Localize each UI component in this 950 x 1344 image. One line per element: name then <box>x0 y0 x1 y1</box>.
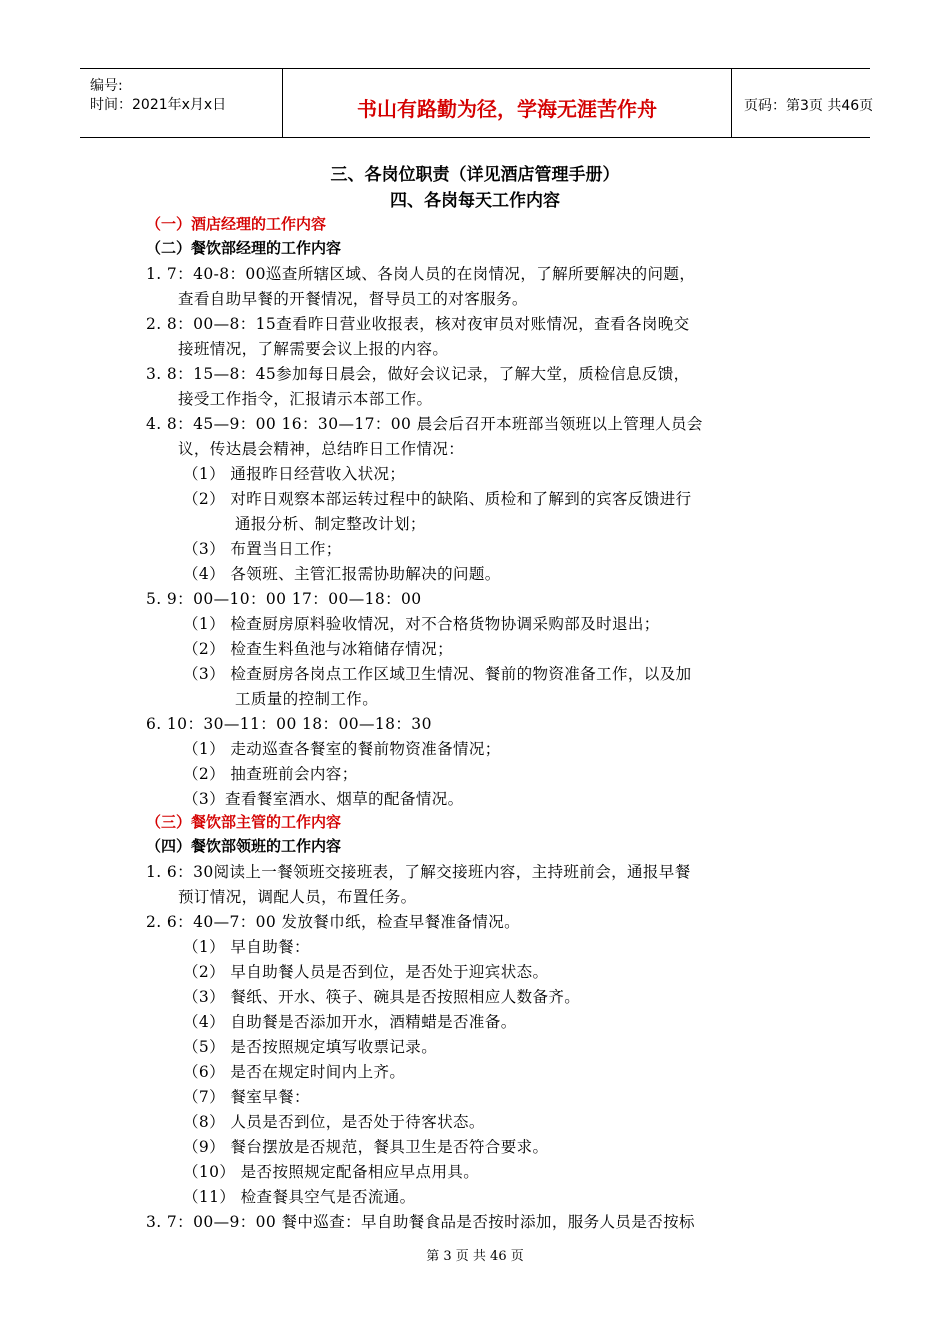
text-line: 接受工作指令，汇报请示本部工作。 <box>178 390 433 408</box>
text-line: 议，传达晨会精神，总结昨日工作情况： <box>178 440 465 458</box>
text-line: （11） 检查餐具空气是否流通。 <box>183 1188 416 1206</box>
header-motto-cell <box>282 69 732 137</box>
text-line: （1） 走动巡查各餐室的餐前物资准备情况； <box>183 740 501 758</box>
text-line: （7） 餐室早餐： <box>183 1088 310 1106</box>
text-line: （5） 是否按照规定填写收票记录。 <box>183 1038 438 1056</box>
subsection-fb-manager: （二）餐饮部经理的工作内容 <box>146 239 342 257</box>
text-line: 5. 9：00—10：00 17：00—18：00 <box>146 590 422 608</box>
section-title-4: 四、各岗每天工作内容 <box>390 191 560 211</box>
subsection-fb-supervisor: （三）餐饮部主管的工作内容 <box>146 813 342 831</box>
text-line: （1） 通报昨日经营收入状况； <box>183 465 406 483</box>
text-line: 工质量的控制工作。 <box>235 690 379 708</box>
text-line: （10） 是否按照规定配备相应早点用具。 <box>183 1163 480 1181</box>
text-line: 3. 8：15—8：45参加每日晨会，做好会议记录，了解大堂，质检信息反馈， <box>146 365 690 383</box>
text-line: 通报分析、制定整改计划； <box>235 515 426 533</box>
document-date: 时间：2021年x月x日 <box>90 97 227 113</box>
header-left-cell <box>80 69 282 137</box>
text-line: （3） 检查厨房各岗点工作区域卫生情况、餐前的物资准备工作，以及加 <box>183 665 692 683</box>
text-line: （1） 检查厨房原料验收情况，对不合格货物协调采购部及时退出； <box>183 615 660 633</box>
text-line: 1. 6：30阅读上一餐领班交接班表，了解交接班内容，主持班前会，通报早餐 <box>146 863 691 881</box>
document-number-label: 编号: <box>90 78 123 94</box>
text-line: （3）查看餐室酒水、烟草的配备情况。 <box>183 790 464 808</box>
text-line: 预订情况，调配人员，布置任务。 <box>178 888 417 906</box>
text-line: （2） 抽查班前会内容； <box>183 765 358 783</box>
text-line: 查看自助早餐的开餐情况，督导员工的对客服务。 <box>178 290 528 308</box>
subsection-hotel-manager: （一）酒店经理的工作内容 <box>146 215 327 233</box>
text-line: 1. 7：40-8：00巡查所辖区域、各岗人员的在岗情况，了解所要解决的问题， <box>146 265 696 283</box>
header-page-info: 页码：第3页 共46页 <box>744 98 874 114</box>
text-line: （2） 早自助餐人员是否到位，是否处于迎宾状态。 <box>183 963 549 981</box>
page-footer: 第 3 页 共 46 页 <box>426 1249 524 1264</box>
text-line: （2） 对昨日观察本部运转过程中的缺陷、质检和了解到的宾客反馈进行 <box>183 490 692 508</box>
text-line: 2. 8：00—8：15查看昨日营业收报表，核对夜审员对账情况，查看各岗晚交 <box>146 315 690 333</box>
text-line: （4） 自助餐是否添加开水，酒精蜡是否准备。 <box>183 1013 517 1031</box>
text-line: （1） 早自助餐： <box>183 938 310 956</box>
text-line: 6. 10：30—11：00 18：00—18：30 <box>146 715 432 733</box>
text-line: （9） 餐台摆放是否规范，餐具卫生是否符合要求。 <box>183 1138 549 1156</box>
header-right-cell <box>730 69 874 137</box>
header-motto: 书山有路勤为径，学海无涯苦作舟 <box>357 97 657 121</box>
section-title-3: 三、各岗位职责（详见酒店管理手册） <box>330 165 620 185</box>
text-line: （2） 检查生料鱼池与冰箱储存情况； <box>183 640 453 658</box>
text-line: 2. 6：40—7：00 发放餐巾纸，检查早餐准备情况。 <box>146 913 521 931</box>
text-line: 4. 8：45—9：00 16：30—17：00 晨会后召开本班部当领班以上管理人员会 <box>146 415 703 433</box>
page-header <box>80 68 874 138</box>
text-line: 3. 7：00—9：00 餐中巡查：早自助餐食品是否按时添加，服务人员是否按标 <box>146 1213 695 1231</box>
text-line: （4） 各领班、主管汇报需协助解决的问题。 <box>183 565 501 583</box>
text-line: （8） 人员是否到位，是否处于待客状态。 <box>183 1113 485 1131</box>
text-line: （6） 是否在规定时间内上齐。 <box>183 1063 406 1081</box>
text-line: （3） 布置当日工作； <box>183 540 342 558</box>
text-line: 接班情况，了解需要会议上报的内容。 <box>178 340 449 358</box>
text-line: （3） 餐纸、开水、筷子、碗具是否按照相应人数备齐。 <box>183 988 581 1006</box>
subsection-fb-captain: （四）餐饮部领班的工作内容 <box>146 837 342 855</box>
